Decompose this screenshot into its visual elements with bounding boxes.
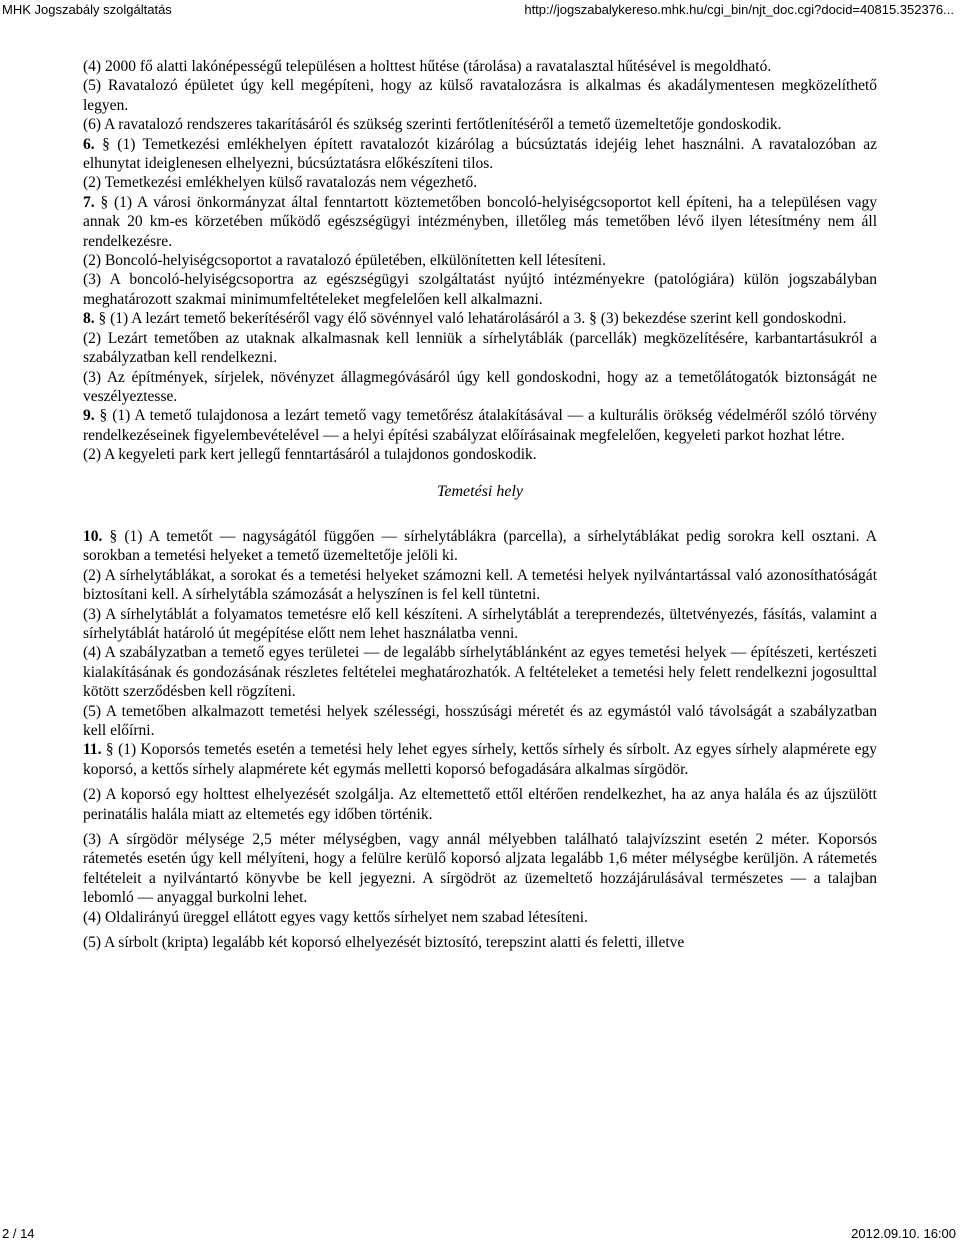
paragraph: [83, 830, 877, 908]
paragraph-text: § (1) A lezárt temető bekerítéséről vagy élő sövénnyel való lehatárolásáról a 3. § (3) bekezdése szerint kell gondoskodni.: [94, 310, 847, 328]
paragraph-text: (2) Boncoló-helyiségcsoportot a ravatalozó épületében, elkülönítetten kell létesíteni.: [83, 252, 606, 270]
paragraph: [83, 115, 877, 134]
paragraph: [83, 605, 877, 644]
paragraph-text: (6) A ravatalozó rendszeres takarításáról és szükség szerinti fertőtlenítéséről a temető üzemeltetője gondoskodik.: [83, 116, 782, 134]
paragraph-text: § (1) A városi önkormányzat által fenntartott köztemetőben boncoló-helyiségcsoportot kell építeni, ha a településen vagy annak 20 km-es körzetében működő egészségügyi intézményben, illetőleg más temetőben lévő ilyen létesítmény nem áll rendelkezésre.: [83, 193, 877, 250]
page-header: [0, 2, 960, 22]
paragraph: [83, 135, 877, 174]
paragraph: [83, 251, 877, 270]
paragraph: [83, 445, 877, 464]
paragraph: [83, 76, 877, 115]
paragraph-text: (3) A sírgödör mélysége 2,5 méter mélységben, vagy annál mélyebben található talajvízszint esetén 2 méter. Koporsós rátemetés esetén úgy kell mélyíteni, hogy a felülre kerülő koporsó aljzata legalább 1,6 méter mélységbe kerüljön. A rátemetés feltételeit a nyilvántartó könyvbe be kell jegyezni. A sírgödröt az üzemeltető hozzájárulásával természetes — a talajban lebomló — anyaggal burkolni lehet.: [83, 831, 877, 907]
paragraph: [83, 527, 877, 566]
paragraph-text: (4) Oldalirányú üreggel ellátott egyes vagy kettős sírhelyet nem szabad létesíteni.: [83, 908, 588, 926]
section-number: 11.: [83, 741, 102, 759]
paragraph-text: § (1) Koporsós temetés esetén a temetési hely lehet egyes sírhely, kettős sírhely és sírbolt. Az egyes sírhely alapmérete egy koporsó, a kettős sírhely alapmérete két egymás melletti koporsó befogadására alkalmas sírgödör.: [83, 741, 877, 778]
document-body: [83, 57, 877, 952]
paragraph-text: § (1) Temetkezési emlékhelyen épített ravatalozót kizárólag a búcsúztatás idejéig lehet használni. A ravatalozóban az elhunytat ideiglenesen elhelyezni, búcsúztatásra előkészíteni tilos.: [83, 135, 877, 173]
print-timestamp: 2012.09.10. 16:00: [851, 1226, 956, 1241]
paragraph: [83, 173, 877, 192]
paragraph: [83, 270, 877, 309]
page-footer: [0, 1226, 960, 1242]
paragraph: [83, 406, 877, 445]
paragraph: [83, 740, 877, 779]
paragraph-text: (5) A sírbolt (kripta) legalább két koporsó elhelyezését biztosító, terepszint alatti és feletti, illetve: [83, 934, 685, 952]
paragraph-text: Temetési hely: [436, 482, 524, 500]
paragraph-text: (3) A boncoló-helyiségcsoportra az egészségügyi szolgáltatást nyújtó intézményekre (patológiára) külön jogszabályban meghatározott szakmai minimumfeltételeket megfelelően kell alkalmazni.: [83, 271, 877, 308]
section-number: 8.: [83, 310, 95, 328]
section-number: 7.: [83, 193, 95, 211]
paragraph: [83, 643, 877, 701]
section-title: [83, 482, 877, 501]
paragraph: [83, 933, 877, 952]
paragraph: [83, 368, 877, 407]
paragraph-text: (2) A sírhelytáblákat, a sorokat és a temetési helyeket számozni kell. A temetési helyek nyilvántartással való azonosíthatóságát biztosítani kell. A sírhelytábla számozását a helyszínen is fel kell tüntetni.: [83, 566, 877, 604]
page-number: 2 / 14: [2, 1226, 35, 1241]
paragraph: [83, 329, 877, 368]
paragraph-text: (3) Az építmények, sírjelek, növényzet állagmegóvásáról úgy kell gondoskodni, hogy az a temetőlátogatók biztonságát ne veszélyeztesse.: [83, 368, 877, 405]
paragraph-text: (4) A szabályzatban a temető egyes területei — de legalább sírhelytáblánként az egyes temetési helyek — építészeti, kertészeti kialakításának és gondozásának részletes feltételei meghatározhatók. A feltételeket a temetési hely felett rendelkezni jogosulttal kötött szerződésben kell rögzíteni.: [83, 644, 877, 701]
section-number: 6.: [83, 135, 95, 153]
paragraph-text: (2) A kegyeleti park kert jellegű fenntartásáról a tulajdonos gondoskodik.: [83, 446, 537, 464]
header-source: MHK Jogszabály szolgáltatás: [2, 2, 172, 17]
paragraph-text: (2) Temetkezési emlékhelyen külső ravatalozás nem végezhető.: [83, 174, 478, 192]
paragraph-text: (4) 2000 fő alatti lakónépességű településen a holttest hűtése (tárolása) a ravatalasztal hűtésével is megoldható.: [83, 58, 772, 75]
paragraph-text: § (1) A temetőt — nagyságától függően — sírhelytáblákra (parcella), a sírhelytáblákat pedig sorokra kell osztani. A sorokban a temetési helyeket a temető üzemeltetője jelöli ki.: [83, 527, 877, 565]
paragraph: [83, 309, 877, 328]
section-number: 9.: [83, 407, 95, 425]
paragraph: [83, 702, 877, 741]
section-number: 10.: [83, 527, 103, 545]
paragraph-text: § (1) A temető tulajdonosa a lezárt temető vagy temetőrész átalakításával — a kulturális örökség védelméről szóló törvény rendelkezéseinek figyelembevételével — a helyi építési szabályzat előírásainak megfelelően, kegyeleti parkot hozhat létre.: [83, 407, 877, 444]
paragraph: [83, 785, 877, 824]
header-url[interactable]: http://jogszabalykereso.mhk.hu/cgi_bin/njt_doc.cgi?docid=40815.352376...: [524, 2, 954, 17]
paragraph-text: (5) A temetőben alkalmazott temetési helyek szélességi, hosszúsági méretét és az egymástól való távolságát a szabályzatban kell előírni.: [83, 702, 877, 739]
paragraph-text: (2) A koporsó egy holttest elhelyezését szolgálja. Az eltemettető ettől eltérően rendelkezhet, ha az anya halála és az újszülött perinatális halála miatt az eltemetés egy időben történik.: [83, 786, 877, 823]
paragraph-text: (3) A sírhelytáblát a folyamatos temetésre elő kell készíteni. A sírhelytáblát a tereprendezés, ültetvényezés, fásítás, valamint a sírhelytáblát határoló út megépítése előtt nem lehet használatba venni.: [83, 605, 877, 642]
paragraph: [83, 57, 877, 76]
paragraph-text: (5) Ravatalozó épületet úgy kell megépíteni, hogy az külső ravatalozásra is alkalmas és akadálymentesen megközelíthető legyen.: [83, 77, 877, 114]
paragraph: [83, 566, 877, 605]
paragraph: [83, 193, 877, 251]
paragraph-text: (2) Lezárt temetőben az utaknak alkalmasnak kell lenniük a sírhelytáblák (parcellák) megközelítésére, karbantartásukról a szabályzatban kell rendelkezni.: [83, 329, 877, 367]
paragraph: [83, 908, 877, 927]
